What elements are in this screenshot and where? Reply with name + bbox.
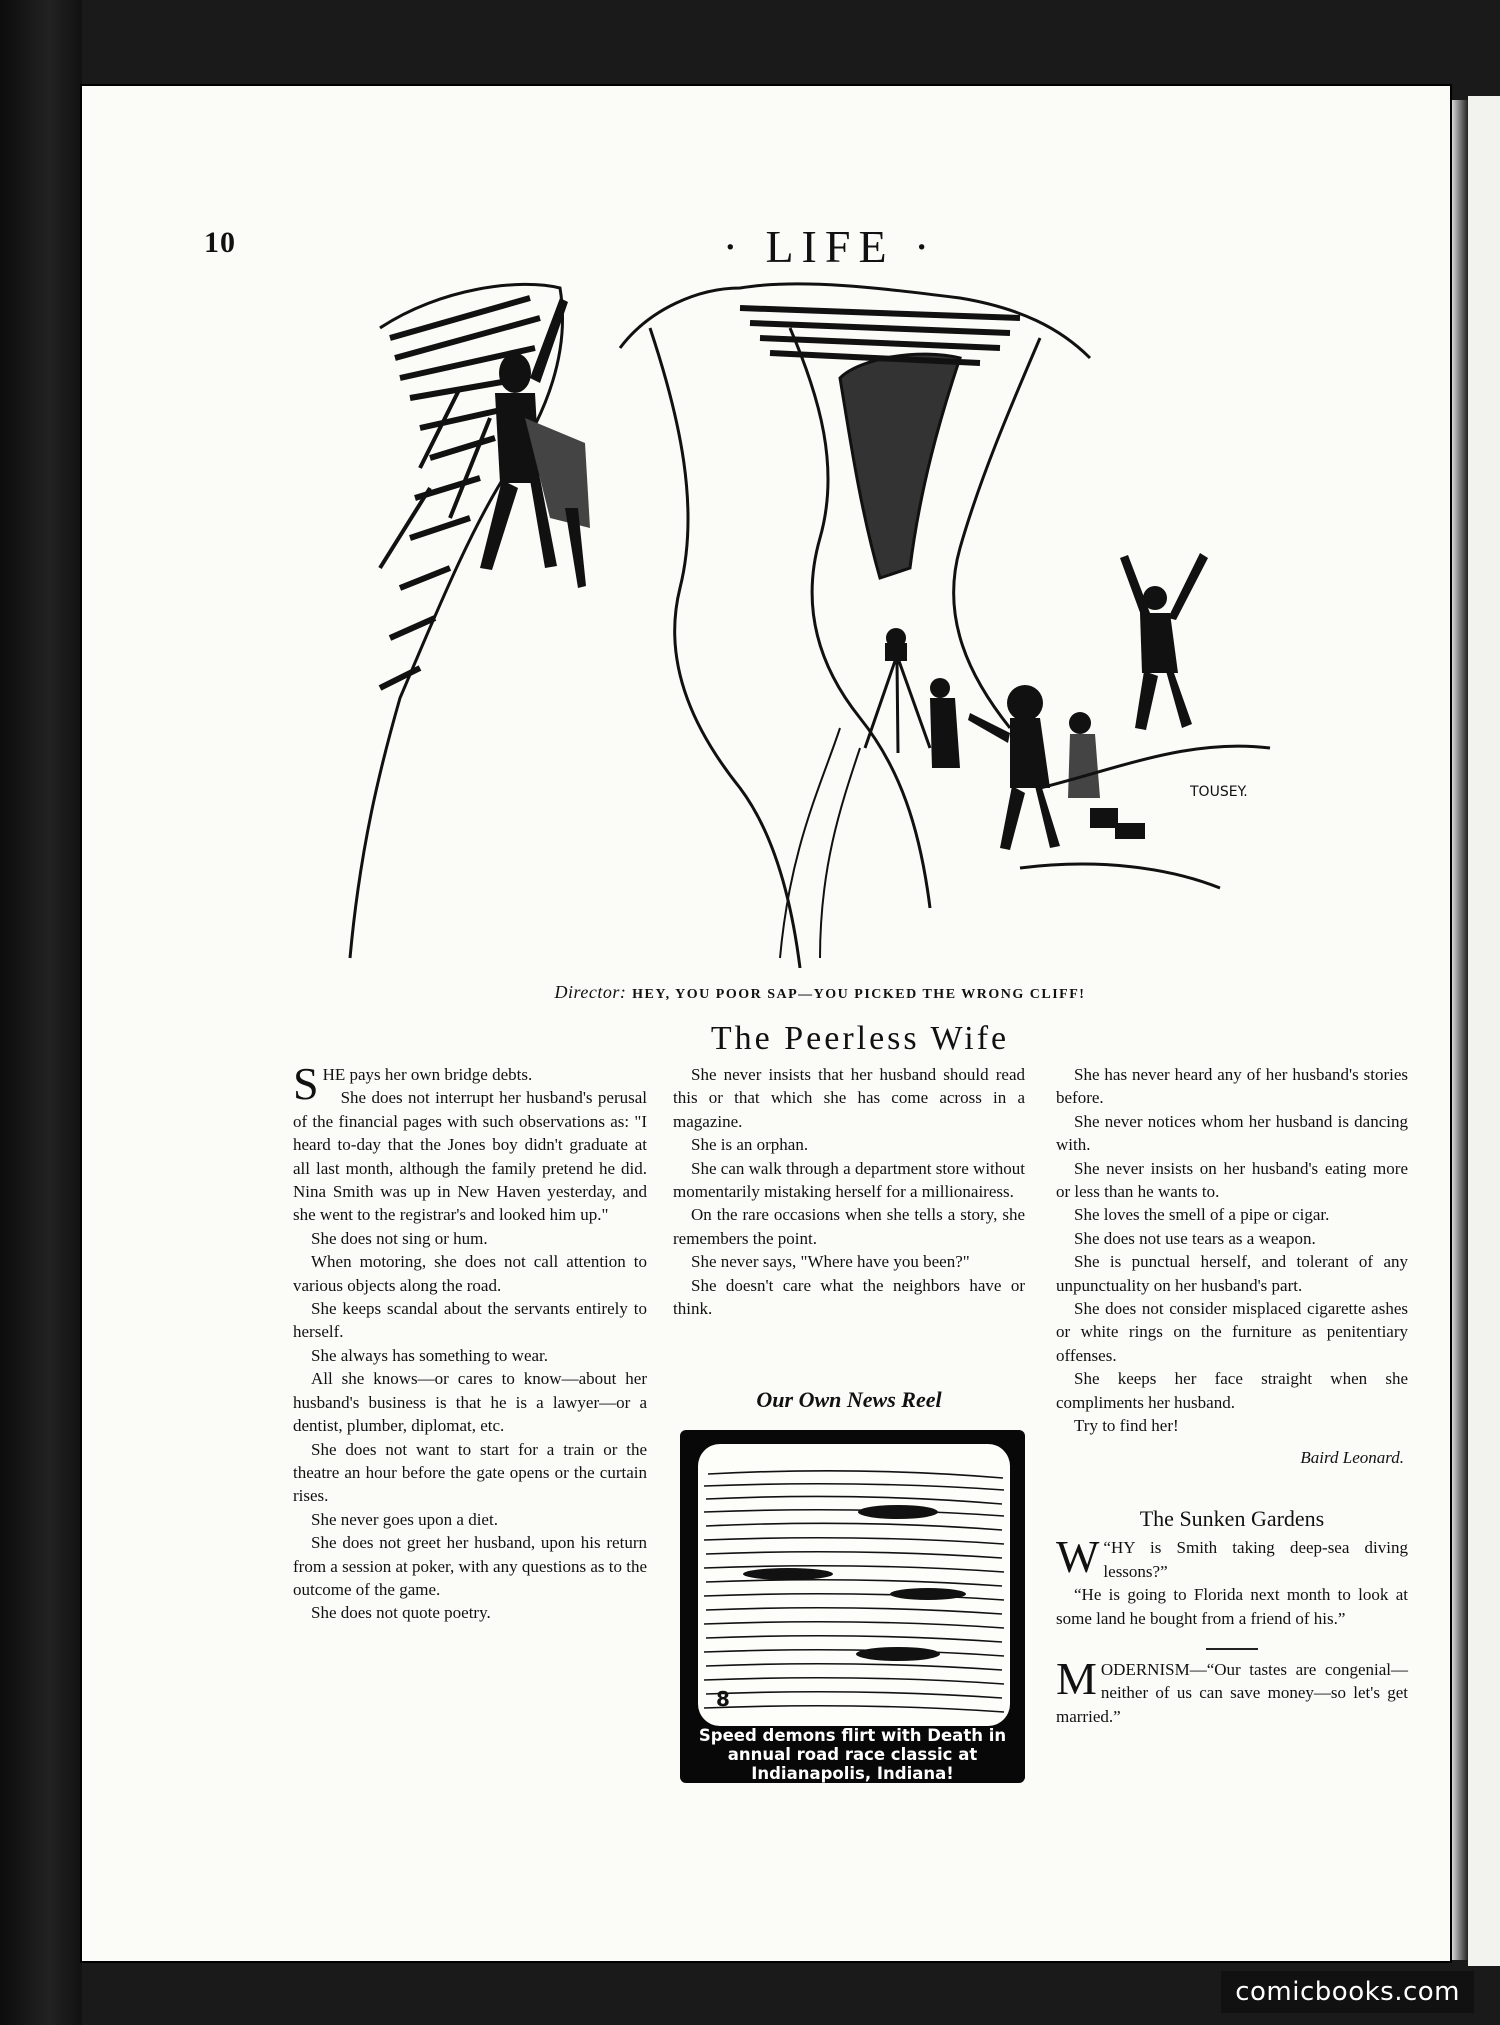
paragraph: She never goes upon a diet.: [311, 1509, 498, 1529]
article-title: The Peerless Wife: [710, 1020, 1010, 1057]
svg-text:8: 8: [716, 1687, 730, 1711]
paragraph: “He is going to Florida next month to look at some land he bought from a friend of his.”: [1056, 1585, 1408, 1628]
paragraph: Try to find her!: [1074, 1416, 1179, 1436]
film-crew: [865, 553, 1208, 850]
paragraph: MODERNISM—“Our tastes are congenial—neither of us can save money—so let's get married.”: [1056, 1652, 1408, 1726]
paragraph: She always has something to wear.: [311, 1345, 549, 1365]
newsreel-screen: [698, 1444, 1010, 1726]
paragraph: She can walk through a department store without momentarily mistaking herself for a millionairess.: [673, 1158, 1025, 1202]
paragraph: She does not consider misplaced cigarette ashes or white rings on the furniture as penitentiary offenses.: [1056, 1299, 1408, 1365]
paragraph: She never says, "Where have you been?": [691, 1252, 970, 1272]
caption-line: HEY, YOU POOR SAP—YOU PICKED THE WRONG CLIFF!: [632, 987, 1086, 1002]
paragraph: She loves the smell of a pipe or cigar.: [1074, 1205, 1330, 1225]
article-column-1: [293, 1058, 647, 1625]
newsreel-panel: [680, 1430, 1025, 1783]
paragraph: When motoring, she does not call attention to various objects along the road.: [293, 1252, 647, 1295]
paragraph: W “HY is Smith taking deep-sea diving lessons?”: [1056, 1531, 1408, 1583]
masthead-title: · LIFE ·: [722, 221, 938, 272]
artist-signature: TOUSEY.: [1190, 784, 1248, 800]
drop-cap: M: [1056, 1652, 1097, 1704]
cartoon-caption: [420, 982, 1220, 1003]
paragraph: She never insists on her husband's eating more or less than he wants to.: [1056, 1158, 1408, 1202]
paragraph: She does not quote poetry.: [311, 1603, 491, 1623]
divider-rule: [1206, 1648, 1258, 1650]
paragraph: She does not sing or hum.: [311, 1228, 488, 1248]
drop-cap: S: [293, 1058, 319, 1109]
paragraph: SHE pays her own bridge debts.: [293, 1058, 533, 1109]
page-number: 10: [204, 226, 236, 259]
canyon: [620, 284, 1090, 968]
newsreel-caption: Speed demons flirt with Death in annual road race classic at Indianapolis, Indiana!: [698, 1726, 1007, 1783]
paragraph: She does not want to start for a train or the theatre an hour before the gate opens or the curtain rises.: [293, 1439, 647, 1506]
paragraph: On the rare occasions when she tells a story, she remembers the point.: [673, 1205, 1025, 1248]
paragraph: She never notices whom her husband is dancing with.: [1056, 1111, 1408, 1155]
paragraph: She is punctual herself, and tolerant of any unpunctuality on her husband's part.: [1056, 1252, 1408, 1295]
drop-cap: W: [1056, 1531, 1100, 1583]
paragraph: She does not greet her husband, upon his return from a session at poker, with any questions as to the outcome of the game.: [293, 1533, 647, 1599]
paragraph: She keeps her face straight when she compliments her husband.: [1056, 1369, 1408, 1412]
book-spine-shadow: [1450, 100, 1468, 1960]
cartoon-illustration: [320, 268, 1410, 968]
ledge-lines: [1020, 746, 1270, 888]
author-signature: Baird Leonard.: [1300, 1447, 1404, 1467]
paragraph: She doesn't care what the neighbors have or think.: [673, 1275, 1025, 1319]
paragraph: She keeps scandal about the servants entirely to herself.: [293, 1299, 647, 1342]
left-cliff: [350, 284, 563, 958]
paragraph: She does not use tears as a weapon.: [1074, 1228, 1316, 1248]
paragraph: She is an orphan.: [691, 1135, 809, 1155]
newsreel-title: Our Own News Reel: [756, 1387, 942, 1412]
paragraph: She has never heard any of her husband's stories before.: [1056, 1065, 1408, 1108]
site-watermark: comicbooks.com: [1221, 1971, 1474, 2013]
paragraph: She never insists that her husband should read this or that which she has come across in a magazine.: [673, 1065, 1025, 1131]
article-column-3: [1056, 1063, 1408, 1728]
speed-lines-drawing: [698, 1444, 1010, 1726]
caption-speaker: Director:: [554, 982, 627, 1002]
paragraph: All she knows—or cares to know—about her husband's business is that he is a lawyer—or a dentist, plumber, diplomat, etc.: [293, 1369, 647, 1436]
hanging-couple: [480, 298, 590, 588]
scan-border: [0, 0, 82, 2025]
paragraph: She does not interrupt her husband's perusal of the financial pages with such observations as: "I heard to-day that the Jones boy didn't graduate at all last month, although the family pretend he did. Nina Smith was up in New Haven yesterday, and she went to the registrar's and looked him up.": [293, 1088, 647, 1225]
sunken-gardens-title: The Sunken Gardens: [1139, 1505, 1325, 1531]
article-column-2: [673, 1063, 1025, 1320]
facing-page-edge: [1468, 96, 1500, 1966]
